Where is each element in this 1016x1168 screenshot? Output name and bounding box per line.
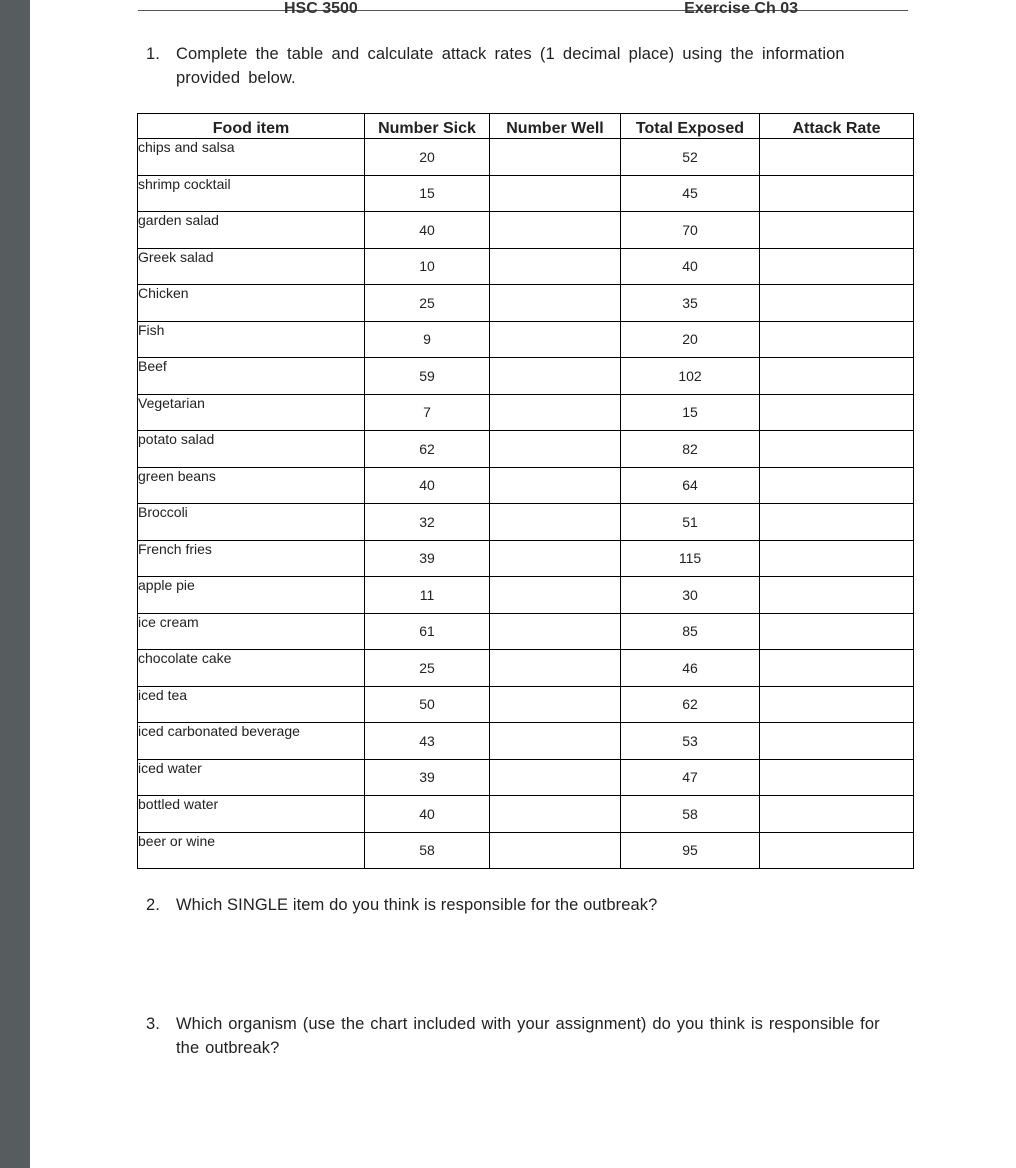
food-item-cell: French fries <box>138 540 365 577</box>
question-1-text: Complete the table and calculate attack rates (1 decimal place) using the information provided below. <box>176 45 845 87</box>
number-sick-cell: 10 <box>365 248 490 285</box>
total-exposed-cell: 85 <box>621 613 760 650</box>
number-sick-cell: 62 <box>365 431 490 468</box>
table-row <box>138 358 914 395</box>
number-sick-cell: 39 <box>365 759 490 796</box>
number-sick-cell: 7 <box>365 394 490 431</box>
number-well-cell <box>490 431 621 468</box>
number-sick-cell: 11 <box>365 577 490 614</box>
food-item-cell: ice cream <box>138 613 365 650</box>
attack-rate-cell <box>760 321 914 358</box>
number-sick-cell: 43 <box>365 723 490 760</box>
question-3-number: 3. <box>146 1015 160 1033</box>
total-exposed-cell: 46 <box>621 650 760 687</box>
total-exposed-cell: 53 <box>621 723 760 760</box>
question-3 <box>146 1012 908 1060</box>
table-header-row <box>138 114 914 139</box>
question-3-text: Which organism (use the chart included with your assignment) do you think is responsible for the outbreak? <box>176 1015 880 1057</box>
question-1 <box>146 42 908 90</box>
number-sick-cell: 40 <box>365 467 490 504</box>
table-body <box>138 139 914 869</box>
attack-rate-cell <box>760 613 914 650</box>
table-row <box>138 613 914 650</box>
food-item-cell: Fish <box>138 321 365 358</box>
number-well-cell <box>490 139 621 176</box>
attack-rate-cell <box>760 248 914 285</box>
attack-rate-cell <box>760 540 914 577</box>
number-sick-cell: 20 <box>365 139 490 176</box>
total-exposed-cell: 62 <box>621 686 760 723</box>
total-exposed-cell: 115 <box>621 540 760 577</box>
food-item-cell: bottled water <box>138 796 365 833</box>
food-item-cell: Vegetarian <box>138 394 365 431</box>
table-row <box>138 759 914 796</box>
number-well-cell <box>490 212 621 249</box>
viewer-side-rail <box>0 0 30 1168</box>
attack-rate-cell <box>760 467 914 504</box>
header-number-well: Number Well <box>490 114 621 139</box>
food-item-cell: Greek salad <box>138 248 365 285</box>
attack-rate-table <box>137 113 914 869</box>
total-exposed-cell: 20 <box>621 321 760 358</box>
total-exposed-cell: 40 <box>621 248 760 285</box>
table-row <box>138 431 914 468</box>
number-well-cell <box>490 723 621 760</box>
number-sick-cell: 25 <box>365 285 490 322</box>
header-number-sick: Number Sick <box>365 114 490 139</box>
number-sick-cell: 40 <box>365 212 490 249</box>
food-item-cell: apple pie <box>138 577 365 614</box>
table-row <box>138 723 914 760</box>
number-well-cell <box>490 248 621 285</box>
total-exposed-cell: 82 <box>621 431 760 468</box>
food-item-cell: garden salad <box>138 212 365 249</box>
total-exposed-cell: 51 <box>621 504 760 541</box>
total-exposed-cell: 45 <box>621 175 760 212</box>
total-exposed-cell: 95 <box>621 832 760 869</box>
total-exposed-cell: 35 <box>621 285 760 322</box>
total-exposed-cell: 64 <box>621 467 760 504</box>
table-row <box>138 686 914 723</box>
food-item-cell: Chicken <box>138 285 365 322</box>
number-well-cell <box>490 358 621 395</box>
attack-rate-cell <box>760 175 914 212</box>
number-sick-cell: 32 <box>365 504 490 541</box>
number-sick-cell: 39 <box>365 540 490 577</box>
food-item-cell: beer or wine <box>138 832 365 869</box>
food-item-cell: shrimp cocktail <box>138 175 365 212</box>
number-well-cell <box>490 394 621 431</box>
attack-rate-cell <box>760 832 914 869</box>
number-well-cell <box>490 467 621 504</box>
table-row <box>138 540 914 577</box>
table-row <box>138 394 914 431</box>
attack-rate-cell <box>760 212 914 249</box>
table-row <box>138 175 914 212</box>
number-well-cell <box>490 796 621 833</box>
header-exercise-label: Exercise Ch 03 <box>684 0 798 17</box>
attack-rate-cell <box>760 759 914 796</box>
attack-rate-cell <box>760 650 914 687</box>
attack-rate-cell <box>760 431 914 468</box>
header-course-code: HSC 3500 <box>284 0 358 17</box>
food-item-cell: chips and salsa <box>138 139 365 176</box>
attack-rate-cell <box>760 686 914 723</box>
table-row <box>138 285 914 322</box>
question-1-number: 1. <box>146 45 160 63</box>
food-item-cell: potato salad <box>138 431 365 468</box>
number-sick-cell: 15 <box>365 175 490 212</box>
table-row <box>138 504 914 541</box>
number-sick-cell: 61 <box>365 613 490 650</box>
attack-rate-cell <box>760 504 914 541</box>
total-exposed-cell: 15 <box>621 394 760 431</box>
number-well-cell <box>490 175 621 212</box>
number-well-cell <box>490 321 621 358</box>
number-sick-cell: 25 <box>365 650 490 687</box>
header-food-item: Food item <box>138 114 365 139</box>
total-exposed-cell: 47 <box>621 759 760 796</box>
page-header-rule <box>138 0 908 17</box>
total-exposed-cell: 52 <box>621 139 760 176</box>
food-item-cell: Beef <box>138 358 365 395</box>
number-well-cell <box>490 285 621 322</box>
table-row <box>138 577 914 614</box>
food-item-cell: iced tea <box>138 686 365 723</box>
attack-rate-cell <box>760 358 914 395</box>
attack-rate-cell <box>760 139 914 176</box>
header-total-exposed: Total Exposed <box>621 114 760 139</box>
attack-rate-cell <box>760 577 914 614</box>
table-row <box>138 321 914 358</box>
total-exposed-cell: 70 <box>621 212 760 249</box>
table-row <box>138 832 914 869</box>
attack-rate-cell <box>760 723 914 760</box>
number-sick-cell: 58 <box>365 832 490 869</box>
food-item-cell: chocolate cake <box>138 650 365 687</box>
table-row <box>138 139 914 176</box>
food-item-cell: iced carbonated beverage <box>138 723 365 760</box>
table-row <box>138 796 914 833</box>
number-well-cell <box>490 613 621 650</box>
table-row <box>138 248 914 285</box>
question-2-number: 2. <box>146 896 160 914</box>
question-2 <box>146 893 908 917</box>
attack-rate-cell <box>760 285 914 322</box>
total-exposed-cell: 102 <box>621 358 760 395</box>
number-well-cell <box>490 504 621 541</box>
number-well-cell <box>490 577 621 614</box>
total-exposed-cell: 30 <box>621 577 760 614</box>
number-well-cell <box>490 686 621 723</box>
number-sick-cell: 40 <box>365 796 490 833</box>
header-attack-rate: Attack Rate <box>760 114 914 139</box>
table-row <box>138 650 914 687</box>
number-sick-cell: 9 <box>365 321 490 358</box>
food-item-cell: green beans <box>138 467 365 504</box>
question-2-text: Which SINGLE item do you think is responsible for the outbreak? <box>176 896 658 914</box>
total-exposed-cell: 58 <box>621 796 760 833</box>
number-sick-cell: 50 <box>365 686 490 723</box>
table-row <box>138 467 914 504</box>
table-row <box>138 212 914 249</box>
attack-rate-cell <box>760 394 914 431</box>
number-well-cell <box>490 832 621 869</box>
attack-rate-cell <box>760 796 914 833</box>
number-well-cell <box>490 759 621 796</box>
number-well-cell <box>490 650 621 687</box>
food-item-cell: iced water <box>138 759 365 796</box>
food-item-cell: Broccoli <box>138 504 365 541</box>
number-well-cell <box>490 540 621 577</box>
number-sick-cell: 59 <box>365 358 490 395</box>
